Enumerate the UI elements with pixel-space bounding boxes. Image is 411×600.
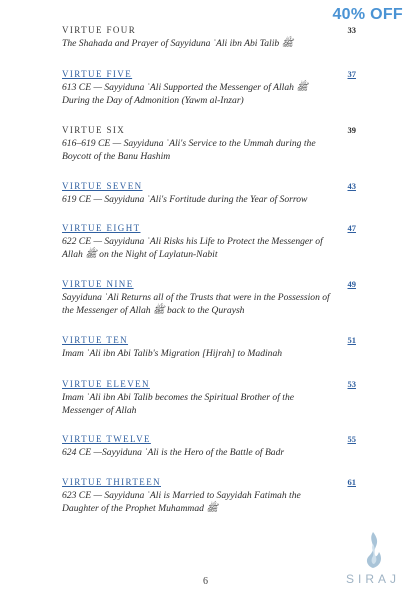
toc-entry-page: 33 (347, 25, 356, 35)
toc-entry-description: Imam ʿAli ibn Abi Talib's Migration [Hijrah] to Madinah (62, 348, 283, 359)
toc-entry-virtue-ten[interactable] (62, 334, 356, 360)
toc-entry-description: Imam ʿAli ibn Abi Talib becomes the Spiritual Brother of the Messenger of Allah (62, 392, 295, 416)
toc-entry-heading: VIRTUE SIX (62, 125, 126, 135)
toc-entry-virtue-four[interactable] (62, 24, 356, 50)
toc-entry-heading[interactable]: VIRTUE FIVE (62, 69, 133, 79)
toc-entry-virtue-seven[interactable] (62, 180, 356, 206)
toc-entry-virtue-nine[interactable] (62, 278, 356, 317)
toc-entry-virtue-twelve[interactable] (62, 433, 356, 459)
toc-entry-description: Sayyiduna ʿAli Returns all of the Trusts that were in the Possession of the Messenger of Allah ﷺ back to the Quraysh (62, 292, 330, 316)
toc-entry-heading[interactable]: VIRTUE ELEVEN (62, 379, 150, 389)
toc-entry-description: 622 CE — Sayyiduna ʿAli Risks his Life to Protect the Messenger of Allah ﷺ on the Night of Laylatun-Nabit (62, 236, 323, 260)
toc-entry-page[interactable]: 55 (347, 434, 356, 444)
toc-entry-description: 616–619 CE — Sayyiduna ʿAli's Service to the Ummah during the Boycott of the Banu Hashim (62, 138, 316, 162)
toc-entry-heading[interactable]: VIRTUE THIRTEEN (62, 477, 161, 487)
toc-entry-page[interactable]: 51 (347, 335, 356, 345)
toc-entry-heading[interactable]: VIRTUE SEVEN (62, 181, 143, 191)
toc-entry-virtue-thirteen[interactable] (62, 476, 356, 515)
toc-entry-heading: VIRTUE FOUR (62, 25, 137, 35)
toc-entry-virtue-eight[interactable] (62, 222, 356, 261)
logo-text: SIRAJ (345, 572, 400, 586)
toc-entry-page[interactable]: 53 (347, 379, 356, 389)
toc-entry-page[interactable]: 49 (347, 279, 356, 289)
toc-entry-page[interactable]: 37 (347, 69, 356, 79)
toc-entry-description: The Shahada and Prayer of Sayyiduna ʿAli ibn Abi Talib ﷺ (62, 38, 294, 49)
toc-entry-page: 39 (347, 125, 356, 135)
toc-entry-heading[interactable]: VIRTUE TEN (62, 335, 129, 345)
toc-entry-heading[interactable]: VIRTUE NINE (62, 279, 134, 289)
toc-entry-heading[interactable]: VIRTUE EIGHT (62, 223, 141, 233)
toc-entry-page[interactable]: 47 (347, 223, 356, 233)
toc-entry-page[interactable]: 61 (347, 477, 356, 487)
toc-entry-page[interactable]: 43 (347, 181, 356, 191)
siraj-logo (343, 530, 403, 586)
toc-entry-description: 619 CE — Sayyiduna ʿAli's Fortitude during the Year of Sorrow (62, 194, 308, 205)
toc-entry-virtue-five[interactable] (62, 68, 356, 107)
page-number: 6 (203, 576, 208, 587)
flame-icon (359, 530, 387, 570)
toc-entry-description: 624 CE —Sayyiduna ʿAli is the Hero of the Battle of Badr (62, 447, 285, 458)
toc-entry-description: 623 CE — Sayyiduna ʿAli is Married to Sayyidah Fatimah the Daughter of the Prophet Muhammad ﷺ (62, 490, 301, 514)
toc-entry-description: 613 CE — Sayyiduna ʿAli Supported the Messenger of Allah ﷺ During the Day of Admonition (Yawm al-Inzar) (62, 82, 308, 106)
toc-entry-heading[interactable]: VIRTUE TWELVE (62, 434, 151, 444)
toc-entry-virtue-six[interactable] (62, 124, 356, 163)
discount-badge: 40% OFF (332, 6, 403, 23)
toc-entry-virtue-eleven[interactable] (62, 378, 356, 417)
